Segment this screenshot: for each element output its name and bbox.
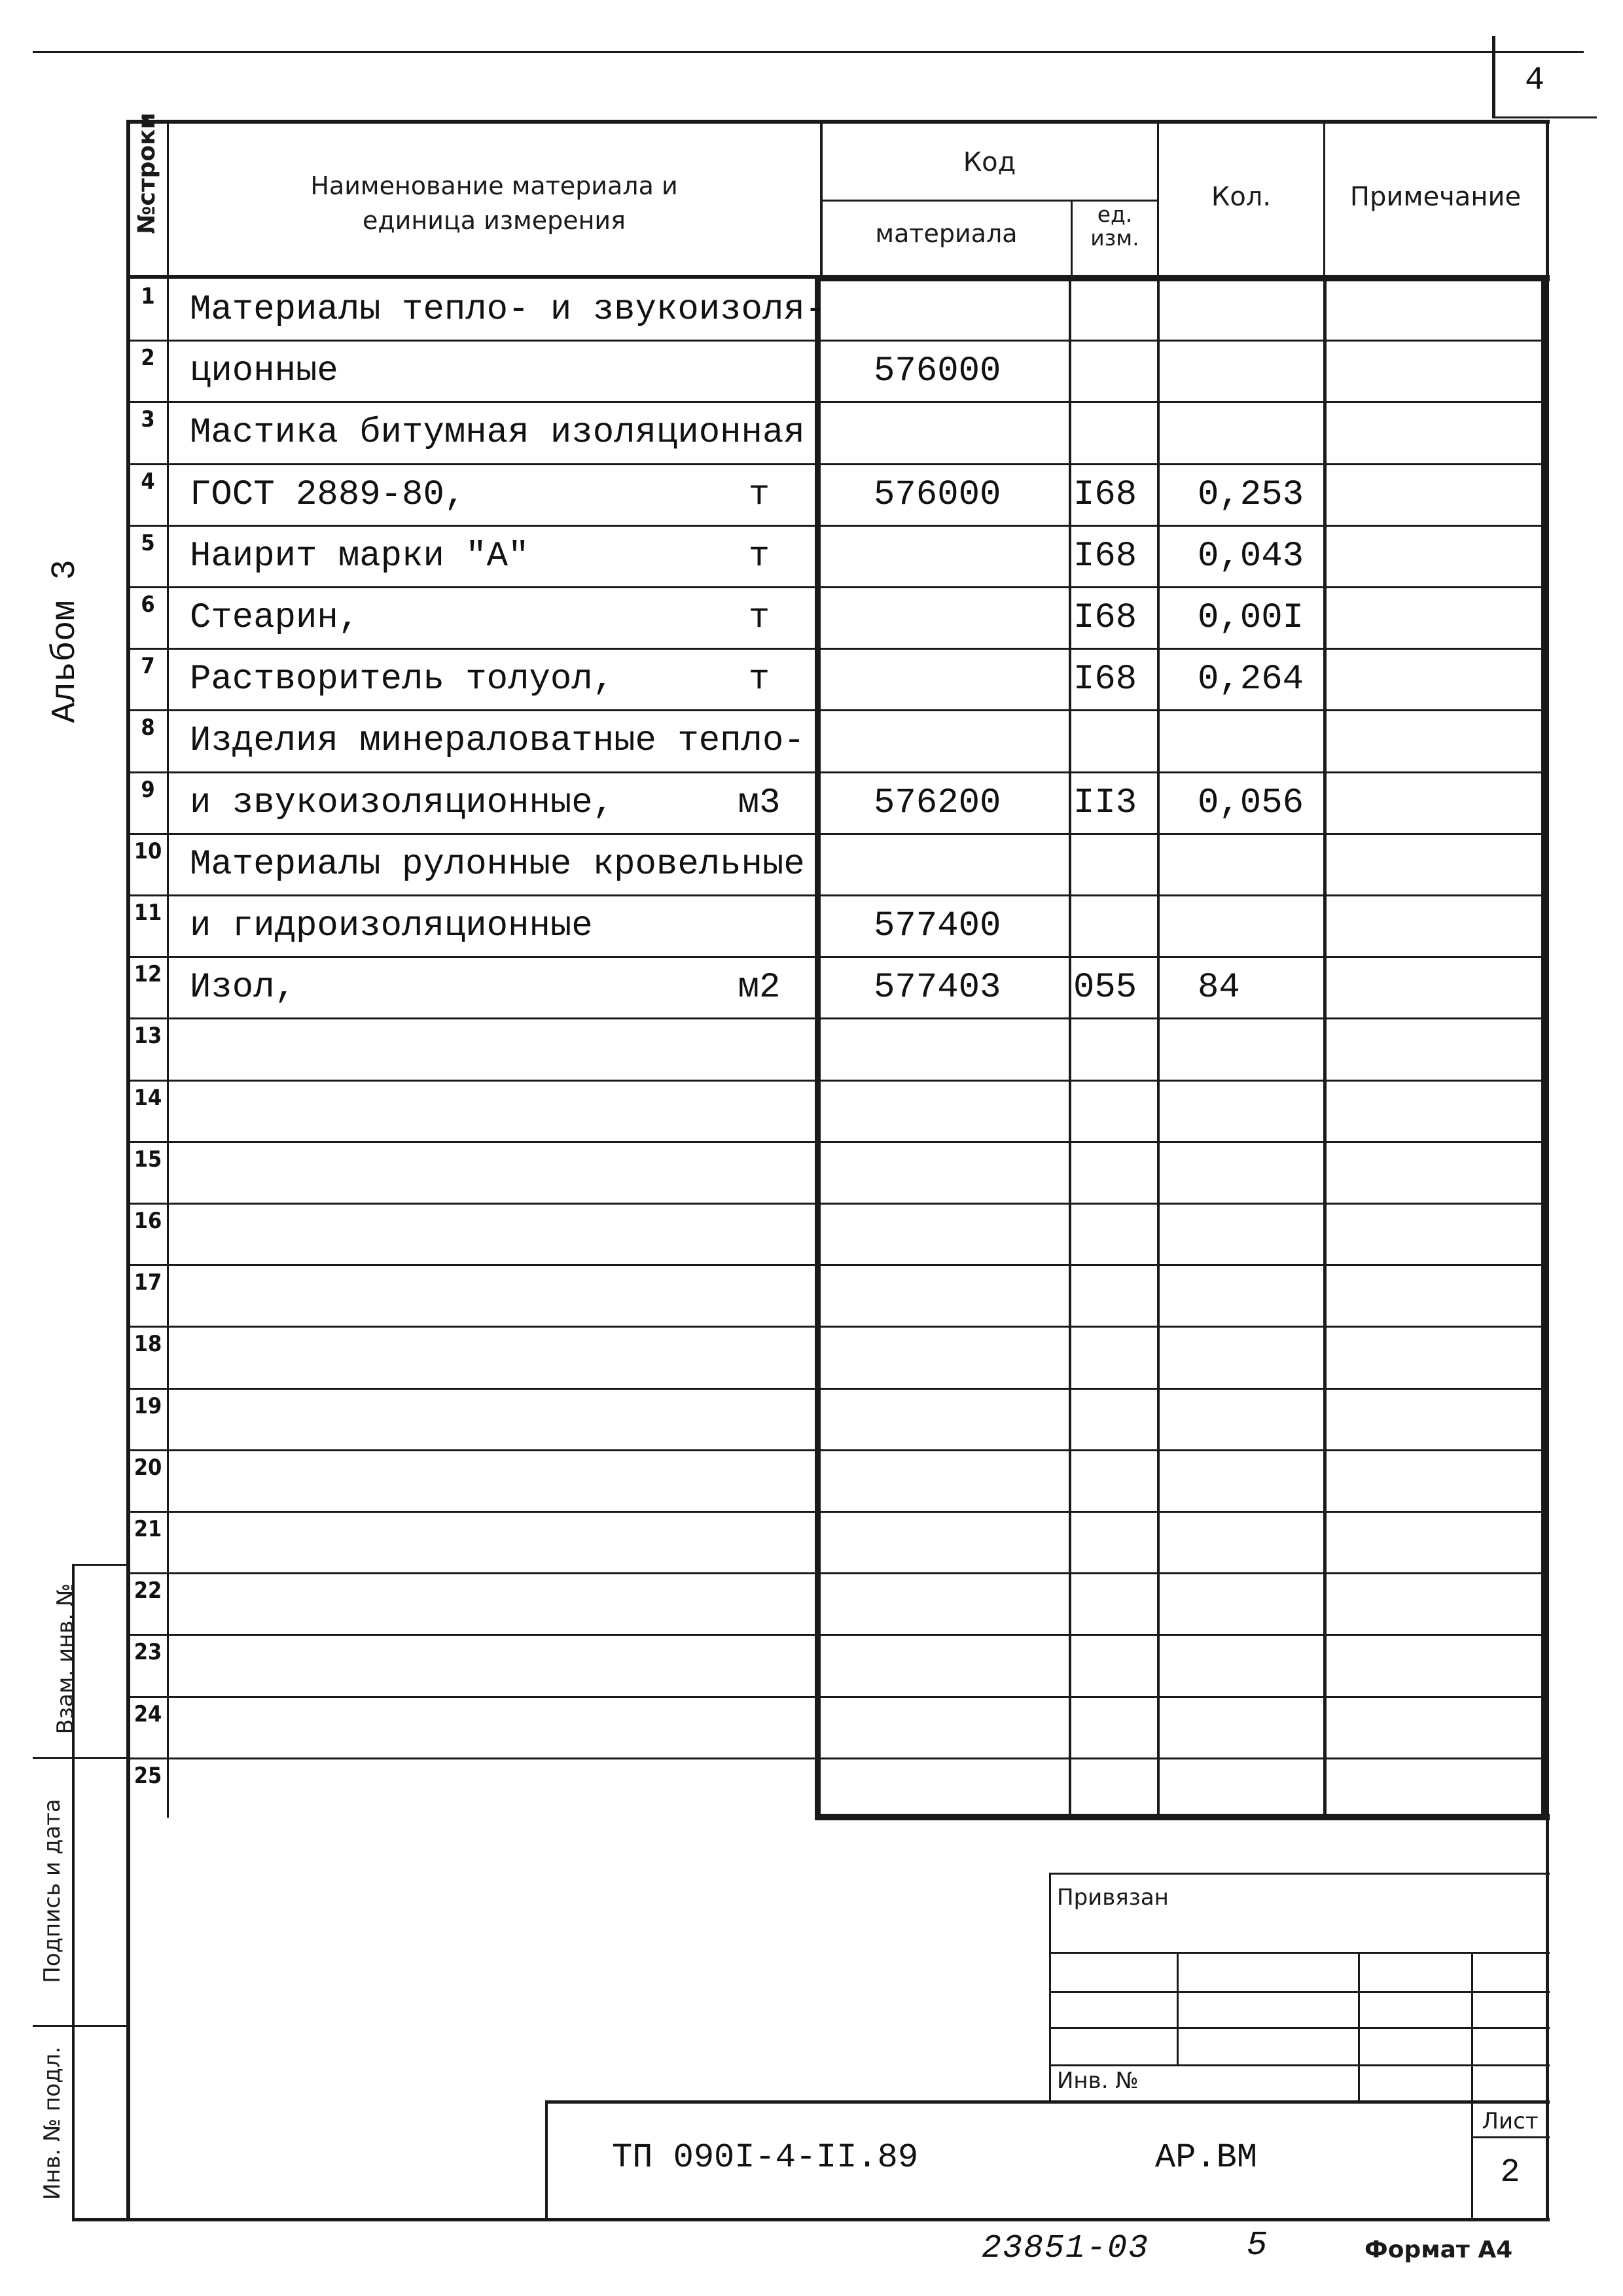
tb-privyazan: Привязан (1057, 1884, 1169, 1911)
row-ucode: II3 (1073, 783, 1137, 823)
row-ucode: I68 (1073, 598, 1137, 638)
tb-grid-1 (1049, 1952, 1550, 1954)
row-line (128, 586, 1546, 588)
row-n: 16 (134, 1208, 162, 1234)
row-unit: м3 (738, 783, 781, 823)
row-n: 10 (134, 838, 162, 864)
stamp-podpis: Подпись и дата (39, 1799, 65, 1983)
row-unit: т (748, 536, 770, 576)
stamp-line-2 (33, 1757, 128, 1759)
tb-sheet-no: 2 (1500, 2154, 1520, 2191)
tb-privyazan-top (1049, 1873, 1550, 1875)
code-block-left (815, 275, 821, 1819)
row-n: 23 (134, 1639, 162, 1666)
row-name: Материалы рулонные кровельные (190, 844, 805, 885)
row-name: Наирит марки "А" (190, 536, 529, 576)
row-line (128, 1634, 1546, 1636)
col-rownum-sep (167, 120, 169, 1818)
tb-privyazan-left (1049, 1873, 1051, 2102)
row-line (128, 1511, 1546, 1513)
header-code: Код (963, 147, 1016, 177)
frame-bottom (72, 2218, 1550, 2221)
page-number-box-bottom (1492, 116, 1597, 118)
tb-mark: АР.ВМ (1155, 2138, 1258, 2177)
col-note-sep (1323, 278, 1327, 1816)
row-unit: т (748, 660, 770, 700)
row-name: Изол, (190, 968, 296, 1008)
row-unit: т (748, 598, 770, 638)
row-line (128, 1141, 1546, 1143)
header-name-line2: единица измерения (363, 206, 626, 235)
row-line (128, 771, 1546, 773)
row-n: 12 (134, 961, 162, 988)
tb-grid-3 (1049, 2027, 1550, 2029)
row-ucode: 055 (1073, 968, 1137, 1008)
row-name: и гидроизоляционные (190, 906, 593, 946)
header-code-material: материала (875, 219, 1018, 248)
row-ucode: I68 (1073, 536, 1137, 576)
row-n: 25 (134, 1762, 162, 1789)
col-code-left-hdr (820, 120, 823, 277)
tb-main-top (545, 2100, 1550, 2104)
row-n: 3 (141, 406, 155, 433)
row-n: 20 (134, 1454, 162, 1481)
row-qty: 0,253 (1198, 474, 1304, 515)
row-n: 13 (134, 1023, 162, 1050)
row-name: и звукоизоляционные, (190, 783, 615, 823)
tb-grid-2 (1049, 1991, 1550, 1993)
row-unit: м2 (738, 968, 781, 1008)
row-code: 576000 (874, 474, 1001, 515)
header-code-unit: ед. изм. (1090, 202, 1139, 251)
row-n: 24 (134, 1701, 162, 1727)
row-code: 576000 (874, 351, 1001, 392)
row-line (128, 709, 1546, 711)
row-line (128, 956, 1546, 958)
header-name-line1: Наименование материала и (310, 171, 678, 200)
tb-sheet-line (1471, 2136, 1550, 2138)
tb-grid-v1 (1177, 1952, 1179, 2064)
row-qty: 84 (1198, 968, 1240, 1008)
code-block-bottom (815, 1814, 1550, 1820)
row-line (128, 525, 1546, 527)
row-line (128, 1449, 1546, 1451)
row-line (128, 1264, 1546, 1266)
row-n: 11 (134, 900, 162, 926)
header-qty: Кол. (1211, 182, 1272, 212)
row-n: 21 (134, 1516, 162, 1542)
row-ucode: I68 (1073, 474, 1137, 515)
tb-main-left (545, 2100, 548, 2220)
row-line (128, 463, 1546, 465)
row-qty: 0,056 (1198, 783, 1304, 823)
row-n: 18 (134, 1331, 162, 1358)
row-name: ционные (190, 351, 338, 392)
row-unit: т (748, 474, 770, 515)
row-n: 6 (141, 592, 155, 618)
row-name: Материалы тепло- и звукоизоля- (190, 290, 827, 330)
row-name: Изделия минераловатные тепло- (190, 721, 805, 762)
row-line (128, 1080, 1546, 1082)
row-line (128, 1017, 1546, 1019)
stamp-inv-podl: Инв. № подл. (39, 2046, 65, 2200)
row-line (128, 1388, 1546, 1390)
row-qty: 0,00I (1198, 598, 1304, 638)
row-line (128, 1696, 1546, 1698)
header-note: Примечание (1349, 182, 1522, 212)
row-name: Мастика битумная изоляционная (190, 413, 805, 453)
row-n: 8 (141, 715, 155, 741)
row-code: 577400 (874, 906, 1001, 946)
page-number: 4 (1524, 62, 1544, 99)
row-line (128, 1203, 1546, 1205)
footer-order-no: 23851-03 (982, 2230, 1150, 2267)
frame-top (126, 120, 1550, 124)
row-qty: 0,043 (1198, 536, 1304, 576)
row-n: 17 (134, 1269, 162, 1296)
row-line (128, 1326, 1546, 1328)
footer-format: Формат А4 (1364, 2236, 1513, 2263)
row-name: Стеарин, (190, 598, 360, 638)
row-n: 4 (141, 468, 155, 495)
row-n: 19 (134, 1392, 162, 1419)
tb-grid-4 (1049, 2064, 1550, 2066)
row-line (128, 1757, 1546, 1759)
row-code: 576200 (874, 783, 1001, 823)
tb-designation: ТП 090I-4-II.89 (612, 2138, 919, 2177)
tb-grid-v2 (1358, 1952, 1360, 2102)
stamp-vzam: Взам. инв. № (52, 1583, 79, 1735)
row-line (128, 1572, 1546, 1574)
row-n: 1 (141, 283, 155, 309)
tb-sheet-label: Лист (1482, 2108, 1539, 2134)
row-line (128, 833, 1546, 835)
row-line (128, 894, 1546, 896)
row-n: 5 (141, 529, 155, 556)
row-name: Растворитель толуол, (190, 660, 615, 700)
row-n: 15 (134, 1146, 162, 1173)
page-number-box-left (1492, 36, 1495, 118)
top-rule (33, 51, 1584, 53)
row-n: 9 (141, 776, 155, 803)
row-n: 2 (141, 345, 155, 372)
row-name: ГОСТ 2889-80, (190, 474, 466, 515)
code-block-right (1541, 275, 1547, 1819)
row-line (128, 648, 1546, 650)
album-label: Альбом 3 (46, 559, 84, 723)
row-qty: 0,264 (1198, 660, 1304, 700)
tb-inv-no: Инв. № (1057, 2068, 1139, 2094)
header-rownum: №строки (134, 113, 160, 234)
col-qty-sep (1157, 278, 1160, 1816)
row-code: 577403 (874, 968, 1001, 1008)
row-ucode: I68 (1073, 660, 1137, 700)
row-line (128, 340, 1546, 342)
row-line (128, 401, 1546, 403)
footer-copy-no: 5 (1247, 2226, 1268, 2265)
code-block-top (815, 275, 1550, 281)
row-n: 14 (134, 1084, 162, 1111)
row-n: 7 (141, 653, 155, 680)
row-n: 22 (134, 1578, 162, 1604)
